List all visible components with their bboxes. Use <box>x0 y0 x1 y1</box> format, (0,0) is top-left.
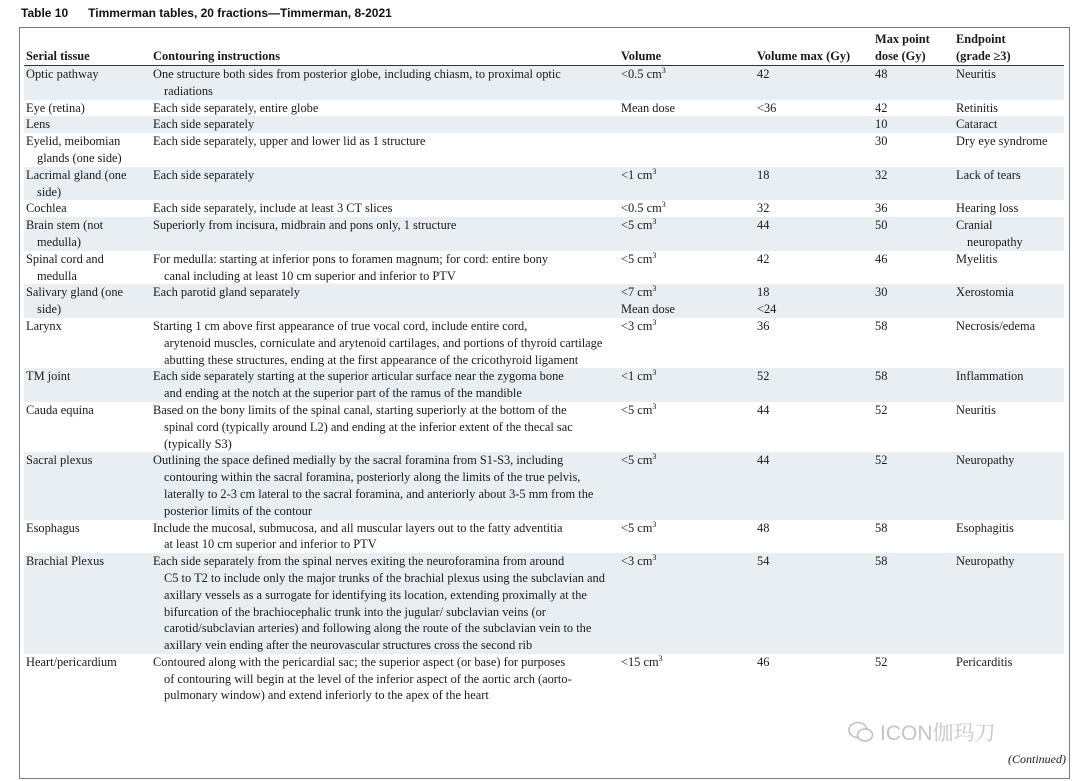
volume-value: <5 cm <box>621 520 653 535</box>
endpoint-value: Neuritis <box>956 67 996 81</box>
cell-endpoint <box>954 520 1064 554</box>
cell-endpoint <box>954 167 1064 201</box>
tissue-name-cont: side) <box>37 184 62 199</box>
cell-contouring <box>151 133 619 167</box>
max-point-value: 46 <box>875 251 888 266</box>
contouring-text-cont: radiations <box>164 83 213 98</box>
max-point-value: 52 <box>875 654 888 669</box>
cell-max-point <box>873 100 954 117</box>
table-row <box>24 452 1064 519</box>
volume-value: <5 cm <box>621 453 653 468</box>
volume-max-value: 42 <box>757 67 770 81</box>
volume-max-value: 44 <box>757 218 770 233</box>
volume-value: <1 cm <box>621 369 653 384</box>
cell-volume <box>619 100 755 117</box>
header-serial-tissue: Serial tissue <box>24 31 151 66</box>
volume-max-value: 44 <box>757 453 770 468</box>
contouring-text: Each parotid gland separately <box>153 285 300 300</box>
contouring-text: Each side separately from the spinal nerves exiting the neuroforamina from around <box>153 554 565 569</box>
cell-volume <box>619 654 755 704</box>
cell-contouring <box>151 200 619 217</box>
max-point-value: 58 <box>875 520 888 535</box>
cell-endpoint <box>954 654 1064 704</box>
cell-contouring <box>151 402 619 452</box>
header-row <box>24 31 1064 66</box>
max-point-value: 58 <box>875 554 888 569</box>
cell-endpoint <box>954 200 1064 217</box>
tissue-name: Cauda equina <box>26 402 94 417</box>
cell-volume <box>619 251 755 285</box>
cell-endpoint <box>954 66 1064 100</box>
cell-volume-max <box>755 133 873 167</box>
tissue-name: Larynx <box>26 318 62 333</box>
volume-max-value: 18 <box>757 167 770 182</box>
max-point-value: 48 <box>875 67 888 81</box>
contouring-text-cont: canal including at least 10 cm superior and inferior to PTV <box>164 268 456 283</box>
volume-unit-exponent: 3 <box>661 200 666 210</box>
volume-max-value: 18 <box>757 285 770 300</box>
cell-endpoint <box>954 318 1064 368</box>
cell-volume-max <box>755 100 873 117</box>
table-row <box>24 402 1064 452</box>
cell-endpoint <box>954 284 1064 318</box>
volume-value: Mean dose <box>621 100 676 115</box>
header-contouring: Contouring instructions <box>151 31 619 66</box>
table-row <box>24 66 1064 100</box>
cell-volume <box>619 167 755 201</box>
volume-value: <7 cm <box>621 285 653 300</box>
contouring-text: Each side separately, entire globe <box>153 100 319 115</box>
table-row <box>24 217 1064 251</box>
tissue-name: Sacral plexus <box>26 453 93 468</box>
cell-serial-tissue <box>24 217 151 251</box>
volume-unit-exponent: 3 <box>652 452 657 462</box>
cell-contouring <box>151 318 619 368</box>
tissue-name: Esophagus <box>26 520 80 535</box>
volume-unit-exponent: 3 <box>652 284 657 294</box>
cell-volume <box>619 116 755 133</box>
volume-max-value: 46 <box>757 654 770 669</box>
cell-contouring <box>151 654 619 704</box>
max-point-value: 52 <box>875 402 888 417</box>
cell-contouring <box>151 66 619 100</box>
max-point-value: 50 <box>875 218 888 233</box>
cell-volume <box>619 402 755 452</box>
tissue-name: Lacrimal gland (one <box>26 167 127 182</box>
tissue-name: Eyelid, meibomian <box>26 134 121 149</box>
contouring-text: Outlining the space defined medially by the sacral foramina from S1-S3, including <box>153 453 564 468</box>
max-point-value: 58 <box>875 318 888 333</box>
cell-serial-tissue <box>24 402 151 452</box>
cell-serial-tissue <box>24 116 151 133</box>
volume-max-value: 44 <box>757 402 770 417</box>
contouring-text: Based on the bony limits of the spinal canal, starting superiorly at the bottom of the <box>153 402 567 417</box>
endpoint-value: Neuritis <box>956 402 996 417</box>
volume-unit-exponent: 3 <box>652 317 657 327</box>
cell-contouring <box>151 368 619 402</box>
tissue-name: Cochlea <box>26 201 67 216</box>
watermark <box>848 717 996 747</box>
cell-endpoint <box>954 452 1064 519</box>
table-title <box>21 6 392 20</box>
cell-endpoint <box>954 251 1064 285</box>
cell-endpoint <box>954 217 1064 251</box>
cell-endpoint <box>954 116 1064 133</box>
cell-volume-max <box>755 318 873 368</box>
cell-volume <box>619 133 755 167</box>
contouring-text: Starting 1 cm above first appearance of true vocal cord, include entire cord, <box>153 318 528 333</box>
cell-serial-tissue <box>24 66 151 100</box>
cell-endpoint <box>954 553 1064 654</box>
volume-value: <5 cm <box>621 251 653 266</box>
endpoint-value: Cataract <box>956 117 998 132</box>
cell-contouring <box>151 284 619 318</box>
contouring-text: Contoured along with the pericardial sac; the superior aspect (or base) for purposes <box>153 654 566 669</box>
volume-value: <3 cm <box>621 318 653 333</box>
cell-max-point <box>873 66 954 100</box>
contouring-text: Superiorly from incisura, midbrain and pons only, 1 structure <box>153 218 457 233</box>
contouring-text: One structure both sides from posterior globe, including chiasm, to proximal optic <box>153 67 561 81</box>
header-volume: Volume <box>619 31 755 66</box>
tissue-name: Eye (retina) <box>26 100 85 115</box>
tissue-name-cont: medulla <box>37 268 77 283</box>
cell-contouring <box>151 251 619 285</box>
contouring-text: Each side separately starting at the superior articular surface near the zygoma bone <box>153 369 564 384</box>
table-row <box>24 318 1064 368</box>
volume-max-value: 36 <box>757 318 770 333</box>
table-number: Table 10 <box>21 6 69 20</box>
cell-max-point <box>873 251 954 285</box>
tissue-name: Lens <box>26 117 51 132</box>
table-row <box>24 284 1064 318</box>
cell-max-point <box>873 133 954 167</box>
cell-max-point <box>873 368 954 402</box>
table-row <box>24 133 1064 167</box>
endpoint-value: Neuropathy <box>956 453 1015 468</box>
volume-max-value: <36 <box>757 100 777 115</box>
endpoint-value: Myelitis <box>956 251 998 266</box>
volume-max-value-line2: <24 <box>757 302 777 317</box>
cell-max-point <box>873 318 954 368</box>
table-title-text: Timmerman tables, 20 fractions—Timmerman, 8-2021 <box>88 6 392 20</box>
max-point-value: 42 <box>875 100 888 115</box>
volume-value-line2: Mean dose <box>621 302 676 317</box>
cell-contouring <box>151 520 619 554</box>
endpoint-value: Retinitis <box>956 100 998 115</box>
table-row <box>24 200 1064 217</box>
cell-volume-max <box>755 452 873 519</box>
cell-volume <box>619 368 755 402</box>
endpoint-value: Inflammation <box>956 369 1024 384</box>
cell-contouring <box>151 167 619 201</box>
contouring-text: Each side separately, upper and lower lid as 1 structure <box>153 134 426 149</box>
tissue-name: Optic pathway <box>26 67 99 81</box>
cell-contouring <box>151 116 619 133</box>
tissue-name: Heart/pericardium <box>26 654 117 669</box>
volume-max-value: 48 <box>757 520 770 535</box>
contouring-text-cont: contouring within the sacral foramina, posteriorly along the limits of the true pelvis, laterally to 2-3 cm lateral to the sacral foramina, and anteriorly about 3-5 mm from the posterior limits of the contour <box>164 470 594 518</box>
cell-endpoint <box>954 100 1064 117</box>
cell-max-point <box>873 284 954 318</box>
continued-label: (Continued) <box>1008 752 1066 766</box>
table-row <box>24 251 1064 285</box>
max-point-value: 30 <box>875 134 888 149</box>
endpoint-value: Neuropathy <box>956 554 1015 569</box>
cell-volume <box>619 520 755 554</box>
endpoint-value: Pericarditis <box>956 654 1013 669</box>
cell-volume <box>619 553 755 654</box>
cell-max-point <box>873 452 954 519</box>
cell-volume-max <box>755 520 873 554</box>
max-point-value: 36 <box>875 201 888 216</box>
header-endpoint: Endpoint (grade ≥3) <box>954 31 1064 66</box>
cell-serial-tissue <box>24 654 151 704</box>
max-point-value: 30 <box>875 285 888 300</box>
endpoint-value-cont: neuropathy <box>967 234 1023 249</box>
volume-max-value: 54 <box>757 554 770 569</box>
contouring-text: Each side separately <box>153 117 255 132</box>
tissue-name: TM joint <box>26 369 71 384</box>
max-point-value: 32 <box>875 167 888 182</box>
endpoint-value: Esophagitis <box>956 520 1014 535</box>
cell-endpoint <box>954 133 1064 167</box>
cell-volume <box>619 318 755 368</box>
cell-endpoint <box>954 368 1064 402</box>
cell-contouring <box>151 217 619 251</box>
cell-serial-tissue <box>24 251 151 285</box>
cell-volume-max <box>755 284 873 318</box>
cell-serial-tissue <box>24 200 151 217</box>
volume-unit-exponent: 3 <box>652 401 657 411</box>
volume-value: <1 cm <box>621 167 653 182</box>
volume-value: <5 cm <box>621 218 653 233</box>
cell-contouring <box>151 100 619 117</box>
cell-volume-max <box>755 553 873 654</box>
volume-unit-exponent: 3 <box>652 217 657 227</box>
cell-serial-tissue <box>24 284 151 318</box>
cell-volume <box>619 66 755 100</box>
wechat-logo-icon <box>848 721 874 743</box>
header-max-point: Max point dose (Gy) <box>873 31 954 66</box>
tissue-name: Brachial Plexus <box>26 554 105 569</box>
cell-max-point <box>873 116 954 133</box>
contouring-text: Include the mucosal, submucosa, and all muscular layers out to the fatty adventitia <box>153 520 563 535</box>
cell-max-point <box>873 167 954 201</box>
max-point-value: 10 <box>875 117 888 132</box>
cell-contouring <box>151 452 619 519</box>
volume-unit-exponent: 3 <box>652 166 657 176</box>
cell-max-point <box>873 402 954 452</box>
table-row <box>24 553 1064 654</box>
contouring-text-cont: spinal cord (typically around L2) and ending at the inferior extent of the thecal sac (typically S3) <box>164 419 573 451</box>
cell-volume-max <box>755 368 873 402</box>
cell-volume-max <box>755 167 873 201</box>
volume-unit-exponent: 3 <box>661 66 666 75</box>
cell-serial-tissue <box>24 100 151 117</box>
tissue-name-cont: medulla) <box>37 234 82 249</box>
endpoint-value: Lack of tears <box>956 167 1021 182</box>
contouring-text-cont: and ending at the notch at the superior part of the ramus of the mandible <box>164 386 522 401</box>
tissue-name: Salivary gland (one <box>26 285 124 300</box>
table-row <box>24 116 1064 133</box>
cell-volume <box>619 452 755 519</box>
contouring-text-cont: of contouring will begin at the level of the inferior aspect of the aortic arch (aorto-pulmonary window) and extend inferiorly to the apex of the heart <box>164 671 572 703</box>
table-body <box>24 66 1064 705</box>
cell-volume-max <box>755 217 873 251</box>
tissue-name-cont: side) <box>37 302 62 317</box>
endpoint-value: Necrosis/edema <box>956 318 1036 333</box>
cell-volume-max <box>755 402 873 452</box>
volume-max-value: 32 <box>757 201 770 216</box>
table-row <box>24 368 1064 402</box>
volume-value: <0.5 cm <box>621 201 662 216</box>
volume-unit-exponent: 3 <box>658 653 663 663</box>
cell-volume <box>619 200 755 217</box>
table-row <box>24 100 1064 117</box>
volume-max-value: 42 <box>757 251 770 266</box>
cell-contouring <box>151 553 619 654</box>
cell-max-point <box>873 654 954 704</box>
volume-value: <5 cm <box>621 402 653 417</box>
volume-unit-exponent: 3 <box>652 519 657 529</box>
cell-volume-max <box>755 116 873 133</box>
cell-volume-max <box>755 200 873 217</box>
cell-serial-tissue <box>24 167 151 201</box>
cell-serial-tissue <box>24 133 151 167</box>
cell-max-point <box>873 200 954 217</box>
cell-max-point <box>873 520 954 554</box>
tissue-name: Spinal cord and <box>26 251 104 266</box>
table-row <box>24 167 1064 201</box>
max-point-value: 58 <box>875 369 888 384</box>
endpoint-value: Hearing loss <box>956 201 1019 216</box>
cell-serial-tissue <box>24 452 151 519</box>
volume-unit-exponent: 3 <box>652 553 657 563</box>
cell-serial-tissue <box>24 368 151 402</box>
max-point-value: 52 <box>875 453 888 468</box>
contouring-text: For medulla: starting at inferior pons to foramen magnum; for cord: entire bony <box>153 251 549 266</box>
watermark-text: ICON伽玛刀 <box>880 722 996 745</box>
endpoint-value: Dry eye syndrome <box>956 134 1048 149</box>
tissue-name-cont: glands (one side) <box>37 150 122 165</box>
timmerman-table <box>24 31 1064 704</box>
table-row <box>24 654 1064 704</box>
cell-serial-tissue <box>24 553 151 654</box>
contouring-text-cont: arytenoid muscles, corniculate and arytenoid cartilages, and portions of thyroid cartilage abutting these structures, ending at the first appearance of the cricothyroid ligament <box>164 335 603 367</box>
cell-volume-max <box>755 251 873 285</box>
contouring-text: Each side separately <box>153 167 255 182</box>
endpoint-value: Xerostomia <box>956 285 1014 300</box>
header-volume-max: Volume max (Gy) <box>755 31 873 66</box>
cell-max-point <box>873 553 954 654</box>
volume-value: <0.5 cm <box>621 67 662 81</box>
tissue-name: Brain stem (not <box>26 218 104 233</box>
volume-value: <3 cm <box>621 554 653 569</box>
volume-max-value: 52 <box>757 369 770 384</box>
endpoint-value: Cranial <box>956 218 993 233</box>
cell-volume <box>619 284 755 318</box>
contouring-text-cont: at least 10 cm superior and inferior to PTV <box>164 537 377 552</box>
contouring-text-cont: C5 to T2 to include only the major trunks of the brachial plexus using the subclavian and axillary vessels as a surrogate for identifying its location, extending proximally at the bifurcation of the brachiocephalic trunk into the jugular/ subclavian veins (or carotid/subclavian arteries) and following along the route of the subclavian vein to the axillary vein ending after the neurovascular structures cross the second rib <box>164 570 605 653</box>
volume-value: <15 cm <box>621 654 659 669</box>
volume-unit-exponent: 3 <box>652 250 657 260</box>
cell-endpoint <box>954 402 1064 452</box>
table-row <box>24 520 1064 554</box>
cell-max-point <box>873 217 954 251</box>
volume-unit-exponent: 3 <box>652 368 657 378</box>
cell-volume-max <box>755 654 873 704</box>
cell-volume <box>619 217 755 251</box>
cell-serial-tissue <box>24 520 151 554</box>
contouring-text: Each side separately, include at least 3 CT slices <box>153 201 393 216</box>
cell-serial-tissue <box>24 318 151 368</box>
cell-volume-max <box>755 66 873 100</box>
